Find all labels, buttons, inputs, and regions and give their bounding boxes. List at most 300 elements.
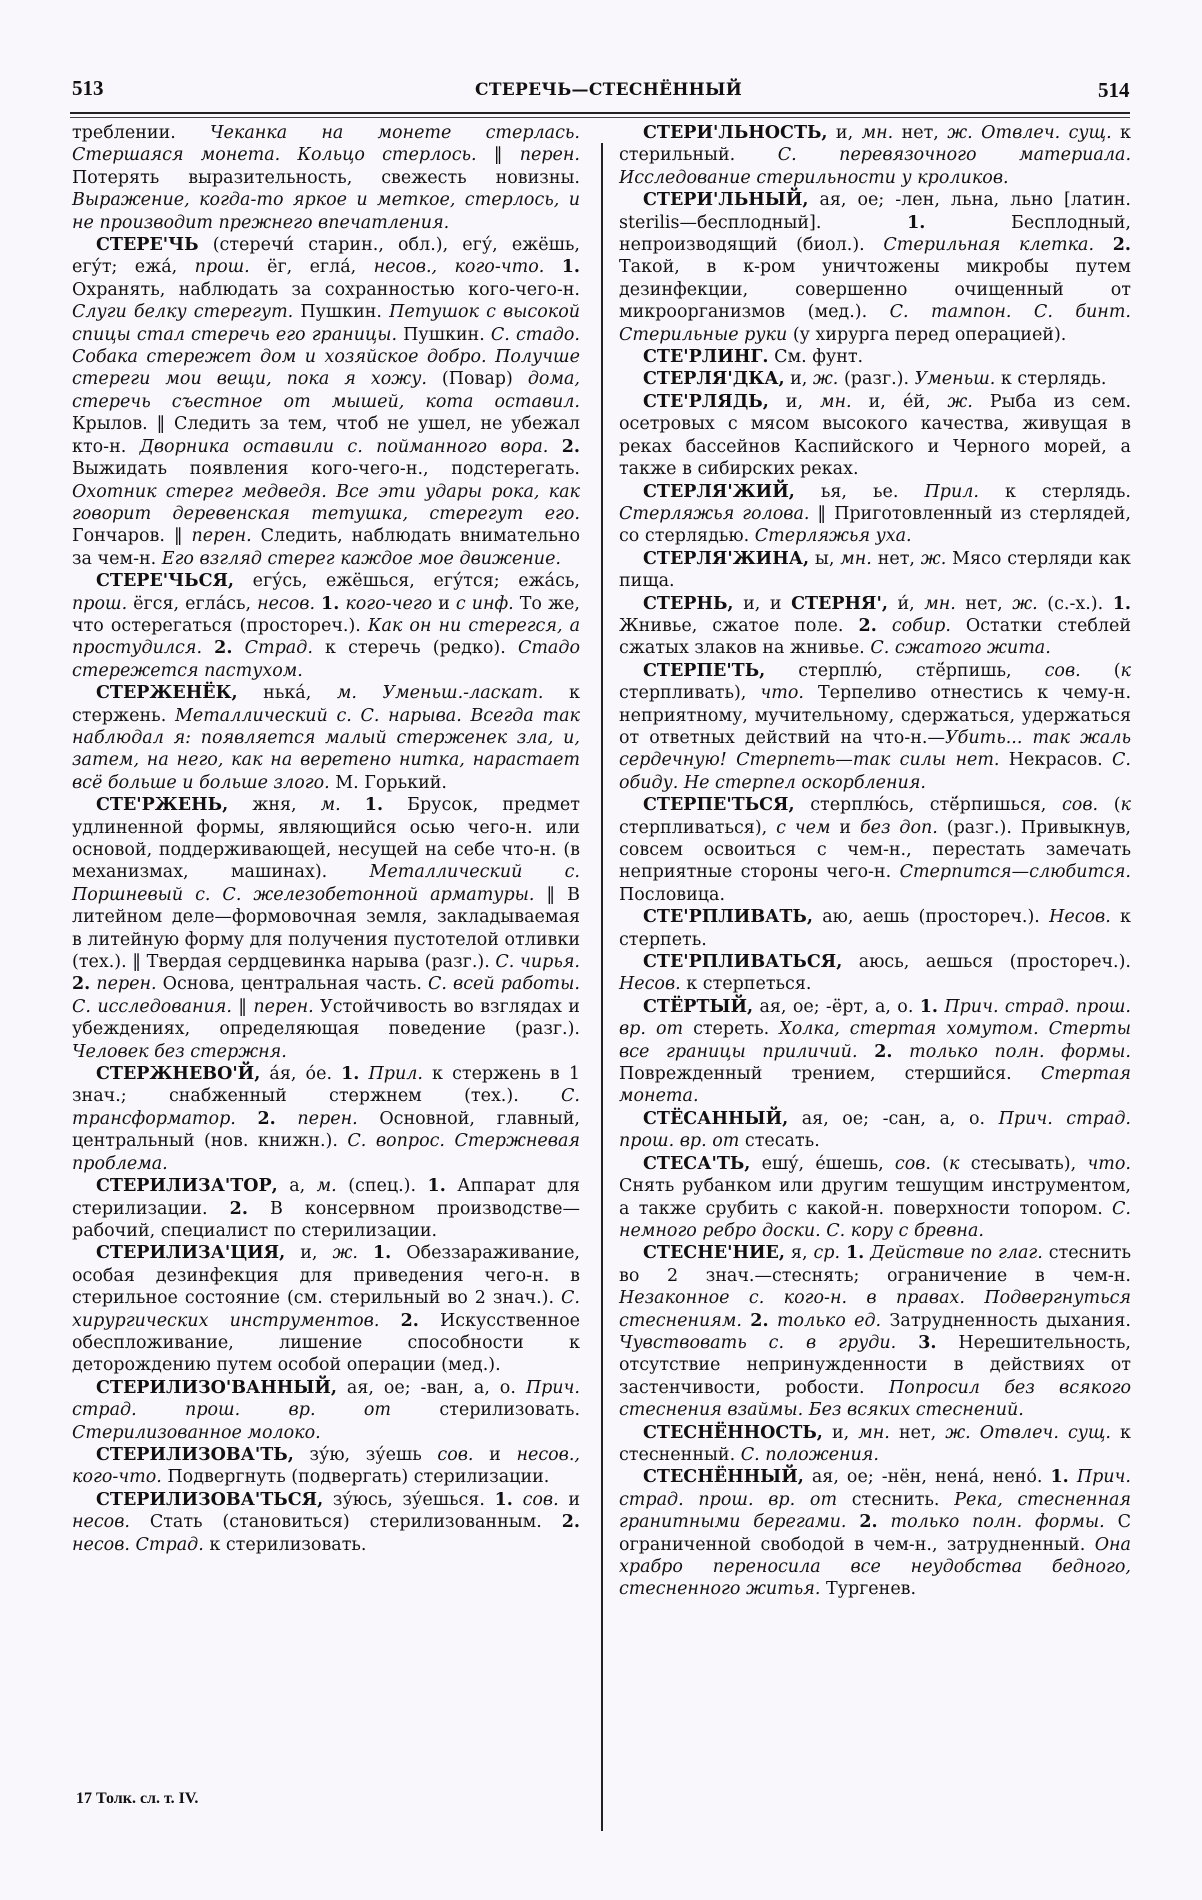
dictionary-entry [619,346,1131,368]
entry-text: (у хирурга перед операцией). [787,324,1067,345]
entry-text [1069,1467,1077,1487]
entry-text [359,1064,368,1084]
italic-text: Выражение, когда-то яркое и меткое, стерлось, и не производит прежнего впечатления. [72,190,580,233]
entry-text: зу́юсь, зу́ешься. [323,1489,495,1510]
entry-text: ы, [809,548,841,569]
dictionary-entry [619,996,1131,1108]
entry-text: и, [822,1422,859,1443]
dictionary-entry [619,593,1131,660]
entry-text: Стать (становиться) стерилизованным. [129,1512,562,1533]
italic-text: прош. [194,257,250,278]
entry-text: Подвергнуть (подвергать) стерилизации. [161,1467,550,1488]
entry-text: С ограниченной свободой в чем-н., затрудненный. [619,1512,1131,1555]
italic-text: Чеканка на монете стерлась. Стершаяся монета. Кольцо стерлось. [72,123,580,166]
entry-text: и, [768,391,821,412]
headword: 2. [561,1512,580,1533]
entry-text: стеснить во 2 знач.—стеснять; ограничение в чем-н. [619,1243,1131,1286]
italic-text: сов. [1062,795,1099,816]
dictionary-entry [619,1466,1131,1600]
italic-text: С. вопрос. Стержневая проблема. [72,1131,580,1174]
italic-text: Стерпится—слюбится. [899,862,1131,883]
headword: СТЕ'РЛЯДЬ, [643,391,769,412]
italic-text: несов. [72,1512,130,1533]
headword: 2. [874,1041,893,1062]
entry-text: нет, [871,548,921,569]
italic-text: Петушок с высокой спицы стал стеречь его границы. [72,302,581,345]
entry-text: ая, ое; -лен, льна, льно [латин. sterilis—бесплодный]. [619,190,1131,233]
headword: 1. [919,996,938,1017]
header-rule-thin [70,117,1130,118]
entry-text [232,638,244,658]
entry-text: Охранять, наблюдать за сохранностью кого-чего-н. [72,279,580,300]
entry-text: и, [285,1243,333,1264]
entry-text: ая, ое; -ван, а, о. [336,1377,526,1398]
entry-text: ‖ [476,145,520,166]
italic-text: Страд. [244,638,313,659]
entry-text: Обеззараживание, особая дезинфекция для приведения чего-н. в стерильное состояние (см. стерильный во 2 знач.). [72,1243,580,1309]
italic-text: С. положения. [740,1444,879,1465]
entry-text: а, [277,1176,317,1197]
entry-text: ая, ое; -сан, а, о. [788,1108,999,1129]
headword: 1. [561,257,580,278]
running-head: СТЕРЕЧЬ—СТЕСНЁННЫЙ [475,80,743,100]
italic-text: кого-чего [345,593,433,614]
entry-text [847,1512,860,1532]
headword: СТЁРТЫЙ, [643,996,754,1017]
dictionary-entry [619,368,1131,390]
italic-text: Убить... так жаль сердечную! Стерпеть—так силы нет. [619,727,1131,771]
entry-text: и, [784,369,813,390]
headword: 1. [321,593,340,614]
entry-text: аю, аешь (простореч.). [812,907,1050,928]
entry-text: Искусственное обеспложивание, лишение способности к деторождению путем особой операции (мед.). [72,1310,580,1376]
entry-text: Мясо стерляди как пища. [619,548,1131,592]
entry-text: Пушкин. [397,324,491,345]
entry-text: егу́сь, ежёшься, егу́тся; ежа́сь, [234,571,580,592]
headword: СТЕ'РЖЕНЬ, [96,795,229,816]
entry-text: и [432,593,456,614]
entry-text: Выжидать появления кого-чего-н., подстерегать. [72,459,580,480]
italic-text: перен. [191,526,252,547]
entry-text [877,616,892,636]
entry-text [358,1243,373,1263]
dictionary-entry [619,391,1131,481]
entry-text: к стерпеть. [619,907,1131,950]
entry-text: к стерпеться. [680,974,812,995]
dictionary-entry [619,1153,1131,1243]
entry-text [236,1109,258,1129]
entry-text: к стесненный. [619,1422,1131,1465]
italic-text: дома, стеречь съестное от мышей, кота оставил. [72,369,580,412]
entry-text: В консервном производстве—рабочий, специалист по стерилизации. [72,1198,580,1241]
italic-text: ж. Отвлеч. сущ. [945,1422,1111,1443]
entry-text: к стерилизовать. [203,1534,367,1555]
headword: 1. [1050,1467,1069,1488]
entry-text [379,1311,400,1331]
entry-text: ‖ [231,996,254,1017]
entry-text [896,1333,918,1353]
headword: 2. [400,1310,419,1331]
dictionary-entry [72,1063,580,1175]
entry-text: ая, ое; -ёрт, а, о. [753,996,920,1017]
page-number-right: 514 [1098,78,1130,102]
entry-text [341,795,365,815]
headword: 1. [341,1064,360,1085]
dictionary-entry [72,1242,580,1376]
italic-text: прош. [72,593,128,614]
italic-text: сов. [437,1444,474,1465]
entry-text: к стерлядь. [978,481,1131,502]
italic-text: ж. [920,548,947,569]
italic-text: перен. [297,1108,358,1129]
entry-text: нет, [889,1422,946,1443]
italic-text: Стертая монета. [619,1064,1131,1107]
entry-text: стеснить. [837,1489,955,1510]
entry-text: аюсь, аешься (простореч.). [842,952,1131,973]
italic-text: Слуги белку стерегут. [72,302,294,323]
dictionary-entry [72,1489,580,1556]
entry-text: Следить, наблюдать внимательно за чем-н. [72,526,580,569]
entry-text: Снять рубанком или другим тешущим инструментом, а также срубить с какой-н. поверхности топором. [619,1176,1131,1219]
header-rule [70,112,1130,114]
headword: 2. [858,615,877,636]
italic-text: ж. [1012,593,1038,614]
entry-text: Аппарат для стерилизации. [72,1176,580,1219]
italic-text: Человек без стержня. [72,1041,287,1062]
entry-text: к стеречь (редко). [312,638,518,659]
headword: СТЁСАННЫЙ, [643,1108,789,1129]
italic-text: Стадо стережется пастухом. [72,638,580,681]
headword: СТЕРИЛИЗА'ТОР, [96,1176,278,1197]
italic-text: Уменьш. [914,369,996,390]
entry-text: и [473,1444,517,1465]
right-column [619,122,1131,1601]
headword: СТЕ'РЛИНГ. [643,347,769,368]
italic-text: несов., кого-что. [72,1444,580,1488]
italic-text: только полн. формы. [909,1041,1131,1062]
dictionary-entry [619,1422,1131,1467]
headword: 1. [427,1176,446,1197]
entry-text: Поврежденный трением, стершийся. [619,1064,1041,1085]
entry-text: ёгся, егла́сь, [127,593,258,614]
italic-text: несов. [257,593,316,614]
italic-text: С. всей работы. С. исследования. [72,974,580,1017]
headword: СТЕРЕ'ЧЬ [96,235,199,256]
headword: 2. [561,436,580,457]
entry-text: Тургенев. [820,1579,917,1600]
italic-text: Прич. страд. прош. вр. от [619,1108,1131,1152]
entry-text: и [830,817,860,838]
italic-text: Она храбро переносила все неудобства бедного, стесненного житья. [619,1534,1131,1600]
entry-text [202,638,214,658]
italic-text: Действие по глаг. [870,1243,1043,1264]
entry-text: к стержень в 1 знач.; снабженный стержнем (тех.). [72,1064,580,1107]
headword: СТЕРИЛИЗОВА'ТЬСЯ, [96,1489,324,1510]
entry-text: Рыба из сем. осетровых с мясом высокого качества, живущая в реках бассейнов Каспийского и Черного морей, а также в сибирских реках. [619,391,1132,480]
italic-text: С. перевязочного материала. Исследование стерильности у кроликов. [619,145,1132,188]
headword: СТЕРЛЯ'ДКА, [643,369,785,390]
entry-text: ешу́, е́шешь, [750,1153,895,1174]
entry-text: ёг, егла́, [249,257,374,278]
headword: 1. [1112,593,1131,614]
entry-text: Жнивье, сжатое поле. [619,615,859,636]
entry-text: треблении. [72,123,210,143]
headword: 2. [750,1310,769,1331]
entry-text: Крылов. ‖ Следить за тем, чтоб не ушел, не убежал кто-н. [72,414,580,457]
italic-text: С. немного ребро доски. С. кору с бревна. [619,1198,1131,1241]
entry-text: стерпливаться), [619,817,777,838]
entry-text [548,437,561,457]
dictionary-entry [72,1175,580,1242]
dictionary-entry [619,951,1131,996]
entry-text: (разг.). Привыкнув, совсем освоиться с чем-н., перестать замечать неприятные стороны чего-н. [619,817,1131,883]
dictionary-entry [619,906,1131,951]
dictionary-entry [72,1377,580,1444]
entry-text: (Повар) [426,369,528,390]
headword: 2. [214,638,233,659]
entry-text: стесывать), [959,1153,1088,1174]
entry-text: Основной, главный, центральный (нов. книжн.). [72,1108,580,1152]
entry-text: ‖ В литейном деле—формовочная земля, закладываемая в литейную форму для получения пустотелой отливки (тех.). ‖ Твердая сердцевинка нарыва (разг.). [72,884,580,973]
italic-text: м. [316,1176,337,1197]
headword: СТЕРНЬ, [643,593,734,614]
headword: СТЕРИ'ЛЬНЫЙ, [643,190,809,211]
italic-text: Дворника оставили с. пойманного вора. [139,436,549,457]
headword: СТЕРЕ'ЧЬСЯ, [96,571,235,592]
entry-text: и, и [733,593,792,614]
entry-text [769,1311,777,1331]
headword: СТЕРПЕ'ТЬ, [643,660,766,681]
italic-text: что. [1087,1153,1131,1174]
entry-text: ( [930,1153,950,1174]
dictionary-entry [619,1242,1131,1421]
entry-text: а́я, о́е. [260,1064,342,1085]
dictionary-entry [72,1444,580,1489]
italic-text: мн. [820,391,852,412]
entry-text: и, е́й, [851,391,948,412]
entry-text: Бесплодный, непроизводящий (биол.). [619,212,1131,256]
headword: СТЕСА'ТЬ, [643,1153,751,1174]
italic-text: ж. [947,391,973,412]
entry-text: См. фунт. [768,347,864,368]
headword: СТЕРИЛИЗА'ЦИЯ, [96,1243,286,1264]
italic-text: Стерилизованное молоко. [72,1422,321,1443]
headword: СТЕРЛЯ'ЖИНА, [643,548,810,569]
italic-text: Несов. [619,974,681,995]
italic-text: к [1120,660,1131,681]
entry-text: ( [1080,660,1121,681]
dictionary-entry [619,189,1131,346]
headword: СТЕРНЯ', [791,593,888,614]
entry-text [1094,235,1113,255]
dictionary-entry [619,1108,1131,1153]
column-divider [601,143,603,1831]
entry-text: Некрасов. [999,750,1113,771]
entry-text: Пушкин. [293,302,390,323]
printer-signature: 17 Толк. сл. т. IV. [76,1790,199,1807]
headword: 1. [494,1489,513,1510]
entry-text: М. Горький. [329,772,447,793]
dictionary-entry [72,682,580,794]
headword: СТЕСНЕ'НИЕ, [643,1243,785,1264]
entry-text [878,1512,891,1532]
entry-text: стерпливать), [619,683,761,704]
italic-text: Металлический с. С. нарыва. Всегда так наблюдал я: появляется малый стерженек зла, и, затем, на него, как на веретено нитка, нарастает всё больше и больше злого. [72,705,580,793]
entry-text: Потерять выразительность, свежесть новизны. [72,167,580,188]
italic-text: С. обиду. Не стерпел оскорбления. [619,750,1131,793]
italic-text: Река, стесненная гранитными берегами. [619,1489,1131,1533]
italic-text: Незаконное с. кого-н. в правах. Подвергнуться стеснениям. [619,1288,1131,1331]
headword: 2. [257,1108,276,1129]
dictionary-entry [619,794,1131,906]
entry-text: жня, [228,795,321,816]
dictionary-entry [72,122,580,234]
dictionary-entry [619,548,1131,593]
entry-text: к стерильный. [619,123,1131,166]
entry-text: Брусок, предмет удлиненной формы, являющийся осью чего-н. или основой, поддерживающей, несущей на себе что-н. (в механизмах, машинах). [72,795,580,883]
entry-text: зу́ю, зу́ешь [293,1444,438,1465]
entry-text: Остатки стеблей сжатых злаков на жнивье. [619,615,1131,659]
entry-text: ( [1098,795,1121,816]
headword: 3. [918,1332,937,1353]
entry-text: ‖ Приготовленный из стерлядей, со стерлядью. [619,503,1131,547]
entry-text: и́, [887,593,925,614]
italic-text: Прич. страд. прош. вр. от [619,996,1131,1040]
italic-text: к [1120,795,1131,816]
entry-text: стерплю́сь, стё́рпишься, [794,795,1062,816]
italic-text: С. сжатого жита. [870,638,1051,659]
entry-text: (разг.). [838,369,915,390]
headword: СТЕ'РПЛИВАТЬ, [643,907,813,928]
headword: СТЕСНЁННЫЙ, [643,1467,804,1488]
italic-text: м. [320,795,341,816]
headword: СТЕРИ'ЛЬНОСТЬ, [643,123,828,143]
italic-text: к [949,1153,960,1174]
headword: СТЕРПЕ'ТЬСЯ, [643,795,795,816]
italic-text: несов. Страд. [72,1534,204,1555]
headword: 1. [372,1243,392,1264]
entry-text: нька́, [237,683,337,704]
entry-text: и [558,1489,580,1510]
italic-text: перен. [519,145,580,166]
italic-text: мн. [858,1422,890,1443]
italic-text: мн. [840,548,872,569]
dictionary-entry [619,481,1131,548]
headword: СТЕРИЛИЗО'ВАННЫЙ, [96,1377,337,1398]
italic-text: только ед. [776,1310,882,1331]
italic-text: м. Уменьш.-ласкат. [336,683,544,704]
entry-text: и, [827,123,862,143]
italic-text: С. чирья. [495,952,580,973]
entry-text: Основа, центральная часть. [156,974,429,995]
italic-text: сов. [522,1489,559,1510]
entry-text: (стеречи́ старин., обл.), егу́, ежёшь, егу́т; ежа́, [72,235,580,278]
dictionary-entry [72,794,580,1063]
entry-text: стерплю́, стё́рпишь, [765,660,1045,681]
italic-text: Стерляжья уха. [754,526,912,547]
headword: 1. [364,795,384,816]
entry-text [544,257,561,277]
italic-text: только полн. формы. [890,1512,1105,1533]
entry-text: нет, [893,123,948,143]
entry-text: Нерешительность, отсутствие непринужденности в действиях от застенчивости, робости. [619,1332,1131,1398]
entry-text: Терпеливо отнестись к чему-н. неприятному, мучительному, сдержаться, удержаться от ответных действий на что-н.— [619,683,1132,748]
headword: СТЕ'РПЛИВАТЬСЯ, [643,952,843,973]
dictionary-entry [619,660,1131,794]
italic-text: с инф. [455,593,514,614]
italic-text: С. хирургических инструментов. [72,1288,580,1331]
entry-text [892,1042,909,1062]
italic-text: несов., кого-что. [373,257,545,278]
headword: СТЕРЛЯ'ЖИЙ, [643,481,795,502]
italic-text: Охотник стерег медведя. Все эти удары рока, как говорит деревенская тетушка, стерегут его. [72,481,580,524]
italic-text: Стерильная клетка. [883,235,1095,256]
entry-text: Такой, в к-ром уничтожены микробы путем дезинфекции, совершенно очищенный от микроорганизмов (мед.). [619,257,1131,323]
italic-text: мн. [861,123,894,143]
italic-text: ж. [812,369,839,390]
italic-text: что. [760,683,804,704]
entry-text: стерилизовать. [391,1400,581,1421]
headword: 2. [72,974,91,995]
headword: 2. [1112,235,1131,256]
entry-text: к стержень. [72,683,580,726]
italic-text: Холка, стертая хомутом. Стерты все границы приличий. [619,1019,1132,1062]
entry-text: Пословица. [619,884,726,905]
page-number-left: 513 [72,76,104,100]
entry-text: ья, ье. [794,481,925,502]
entry-text: Устойчивость во взглядах и убеждениях, определяющая поведение (разг.). [72,996,580,1040]
entry-text: (спец.). [336,1176,428,1197]
dictionary-entry [72,234,580,570]
italic-text: ср. [813,1243,841,1264]
italic-text: сов. [1044,660,1081,681]
italic-text: Прил. [924,481,979,502]
italic-text: собир. [891,615,951,636]
italic-text: ж. [332,1243,358,1264]
entry-text: нет, [955,593,1013,614]
headword: СТЕРЖНЕВО'Й, [96,1064,261,1085]
entry-text: Затрудненность дыхания. [881,1310,1131,1331]
entry-text: я, [784,1243,814,1264]
headword: 2. [859,1512,878,1533]
italic-text: ж. Отвлеч. сущ. [947,123,1112,143]
italic-text: Попросил без всякого стеснения взаймы. Без всяких стеснений. [619,1377,1131,1421]
headword: СТЕСНЁННОСТЬ, [643,1422,823,1443]
italic-text: С. трансформатор. [72,1086,580,1129]
entry-text [858,1042,875,1062]
headword: 2. [229,1198,248,1219]
entry-text: стесать. [739,1131,820,1152]
italic-text: Как он ни стерегся, а простудился. [72,615,581,659]
entry-text: (с.-х.). [1037,593,1113,614]
entry-text: к стерлядь. [995,369,1107,390]
headword: 1. [846,1243,865,1264]
italic-text: перен. [253,996,314,1017]
italic-text: сов. [894,1153,931,1174]
italic-text: Прич. страд. прош. вр. от [72,1377,580,1421]
left-column [72,122,580,1556]
italic-text: с чем [776,817,831,838]
italic-text: без доп. [859,817,938,838]
italic-text: С. тампон. С. бинт. Стерильные руки [619,302,1131,345]
headword: СТЕРИЛИЗОВА'ТЬ, [96,1444,294,1465]
italic-text: мн. [924,593,956,614]
dictionary-entry [72,570,580,682]
italic-text: С. стадо. Собака стережет дом и хозяйское добро. Получше стереги мои вещи, пока я хожу. [72,324,580,390]
italic-text: Стерляжья голова. [619,503,810,524]
italic-text: перен. [96,974,157,995]
italic-text: Прил. [368,1064,423,1085]
